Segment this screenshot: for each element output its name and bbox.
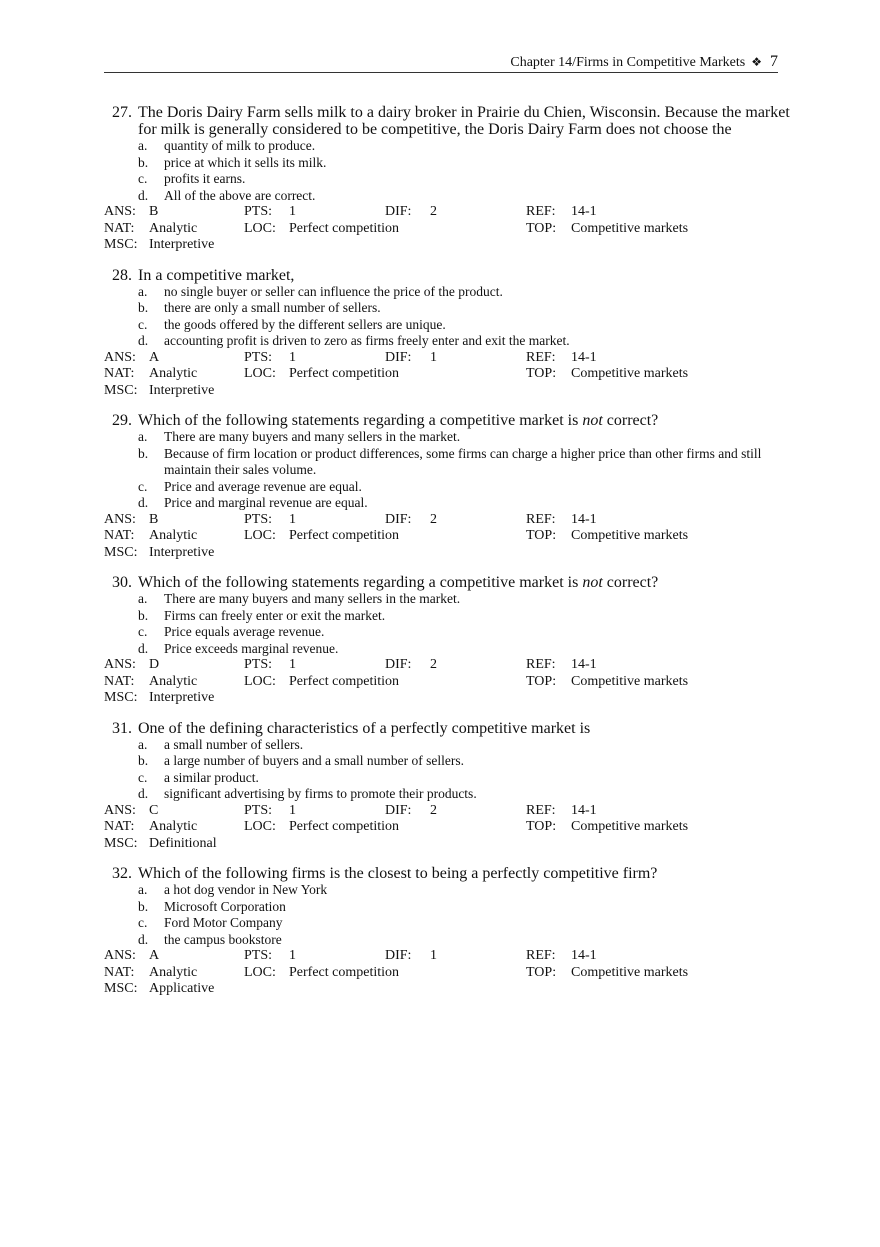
option-letter: b.	[138, 154, 149, 170]
question-stem	[104, 865, 794, 882]
question	[104, 574, 794, 707]
question-number: 27.	[112, 104, 132, 121]
answer-options	[104, 284, 794, 350]
question-text-emphasis: not	[582, 574, 603, 591]
option-text: quantity of milk to produce.	[164, 138, 316, 153]
answer-options	[104, 591, 794, 657]
question-text: correct?	[602, 574, 659, 591]
option-text: accounting profit is driven to zero as firms freely enter and exit the market.	[164, 333, 570, 348]
ref-label: REF:	[526, 204, 556, 219]
pts-label: PTS:	[244, 802, 273, 818]
metadata-row	[104, 836, 794, 853]
question	[104, 104, 794, 254]
ans-label: ANS:	[104, 349, 136, 365]
answer-metadata	[104, 948, 794, 998]
answer-option	[104, 624, 794, 641]
question-list	[104, 104, 794, 1011]
ans-value: D	[149, 657, 160, 672]
metadata-row	[104, 803, 794, 820]
question-text: The Doris Dairy Farm sells milk to a dairy broker in Prairie du Chien, Wisconsin. Because the market for milk is generally considered to be competitive, the Doris Dairy Farm does not choose the	[138, 104, 790, 138]
metadata-row	[104, 981, 794, 998]
ref-value: 14-1	[571, 802, 597, 818]
question-text: Which of the following statements regarding a competitive market is	[138, 412, 583, 429]
option-text: profits it earns.	[164, 171, 246, 186]
metadata-row	[104, 948, 794, 965]
dif-label: DIF:	[385, 349, 412, 365]
question-number: 30.	[112, 574, 132, 591]
option-letter: d.	[138, 786, 149, 801]
loc-label: LOC:	[244, 819, 276, 834]
metadata-row	[104, 237, 794, 254]
answer-option	[104, 479, 794, 496]
ans-value: C	[149, 802, 159, 818]
nat-label: NAT:	[104, 819, 135, 834]
option-letter: c.	[138, 769, 148, 785]
nat-label: NAT:	[104, 528, 135, 543]
ans-label: ANS:	[104, 948, 136, 963]
answer-option	[104, 317, 794, 334]
metadata-row	[104, 690, 794, 707]
option-letter: a.	[138, 882, 148, 897]
dif-value: 1	[430, 948, 437, 963]
ans-value: B	[149, 204, 159, 219]
question	[104, 865, 794, 998]
option-letter: a.	[138, 138, 148, 153]
top-label: TOP:	[526, 528, 557, 543]
loc-value: Perfect competition	[289, 220, 400, 236]
loc-value: Perfect competition	[289, 673, 400, 689]
answer-metadata	[104, 512, 794, 562]
question-stem	[104, 720, 794, 737]
answer-option	[104, 786, 794, 803]
dif-label: DIF:	[385, 657, 412, 672]
answer-metadata	[104, 204, 794, 254]
answer-options	[104, 737, 794, 803]
answer-option	[104, 753, 794, 770]
answer-option	[104, 932, 794, 949]
dif-value: 2	[430, 802, 437, 818]
nat-value: Analytic	[149, 220, 198, 236]
pts-value: 1	[289, 204, 296, 219]
page-number: 7	[770, 53, 778, 70]
msc-label: MSC:	[104, 690, 138, 705]
loc-value: Perfect competition	[289, 964, 400, 980]
dif-value: 2	[430, 511, 437, 527]
answer-option	[104, 429, 794, 446]
answer-metadata	[104, 350, 794, 400]
option-text: Microsoft Corporation	[164, 898, 286, 914]
option-text: Price and average revenue are equal.	[164, 478, 362, 494]
answer-option	[104, 284, 794, 301]
question	[104, 412, 794, 561]
msc-label: MSC:	[104, 835, 138, 851]
dif-value: 2	[430, 204, 437, 219]
nat-value: Analytic	[149, 819, 198, 834]
loc-label: LOC:	[244, 220, 276, 236]
option-text: All of the above are correct.	[164, 187, 316, 203]
ref-value: 14-1	[571, 511, 597, 527]
metadata-row	[104, 528, 794, 545]
msc-value: Interpretive	[149, 382, 215, 398]
question-number: 28.	[112, 266, 132, 284]
option-text: Price and marginal revenue are equal.	[164, 495, 368, 510]
top-value: Competitive markets	[571, 220, 689, 236]
option-letter: b.	[138, 300, 149, 315]
option-letter: c.	[138, 624, 148, 639]
dif-label: DIF:	[385, 802, 412, 818]
pts-value: 1	[289, 511, 296, 527]
running-head	[510, 52, 778, 73]
answer-option	[104, 737, 794, 754]
answer-option	[104, 188, 794, 205]
top-value: Competitive markets	[571, 673, 689, 689]
pts-label: PTS:	[244, 204, 273, 219]
answer-option	[104, 882, 794, 899]
msc-value: Interpretive	[149, 237, 215, 252]
ans-value: B	[149, 511, 159, 527]
answer-option	[104, 899, 794, 916]
option-letter: c.	[138, 478, 148, 494]
loc-value: Perfect competition	[289, 528, 400, 543]
pts-value: 1	[289, 349, 296, 365]
top-value: Competitive markets	[571, 528, 689, 543]
answer-option	[104, 591, 794, 608]
question-number: 32.	[112, 865, 132, 882]
answer-option	[104, 446, 794, 479]
answer-option	[104, 495, 794, 512]
nat-value: Analytic	[149, 964, 198, 980]
question	[104, 267, 794, 400]
msc-label: MSC:	[104, 544, 138, 560]
option-text: there are only a small number of sellers.	[164, 300, 381, 315]
option-letter: d.	[138, 495, 149, 510]
msc-value: Interpretive	[149, 544, 215, 560]
question-text: In a competitive market,	[138, 266, 295, 284]
option-letter: b.	[138, 898, 149, 914]
top-value: Competitive markets	[571, 366, 689, 381]
ref-value: 14-1	[571, 948, 597, 963]
option-letter: a.	[138, 736, 148, 752]
question-text: Which of the following statements regarding a competitive market is	[138, 574, 583, 591]
loc-value: Perfect competition	[289, 366, 400, 381]
msc-label: MSC:	[104, 237, 138, 252]
option-letter: c.	[138, 171, 148, 186]
question-text: Which of the following firms is the closest to being a perfectly competitive firm?	[138, 865, 658, 882]
diamond-separator-icon: ❖	[751, 55, 762, 69]
top-label: TOP:	[526, 673, 557, 689]
dif-label: DIF:	[385, 204, 412, 219]
option-letter: d.	[138, 187, 149, 203]
option-letter: d.	[138, 333, 149, 348]
metadata-row	[104, 350, 794, 367]
loc-label: LOC:	[244, 964, 276, 980]
answer-option	[104, 155, 794, 172]
option-text: the goods offered by the different sellers are unique.	[164, 316, 446, 332]
option-text: a large number of buyers and a small number of sellers.	[164, 753, 465, 768]
pts-value: 1	[289, 948, 296, 963]
option-letter: a.	[138, 283, 148, 299]
option-text: Price equals average revenue.	[164, 624, 325, 639]
top-label: TOP:	[526, 220, 557, 236]
option-letter: d.	[138, 931, 149, 947]
msc-value: Interpretive	[149, 690, 215, 705]
answer-options	[104, 882, 794, 948]
loc-label: LOC:	[244, 366, 276, 381]
ans-value: A	[149, 349, 160, 365]
option-letter: b.	[138, 753, 149, 768]
answer-metadata	[104, 657, 794, 707]
answer-option	[104, 608, 794, 625]
option-text: There are many buyers and many sellers in the market.	[164, 591, 461, 606]
pts-label: PTS:	[244, 511, 273, 527]
option-text: a small number of sellers.	[164, 736, 304, 752]
answer-metadata	[104, 803, 794, 853]
nat-value: Analytic	[149, 673, 198, 689]
option-text: significant advertising by firms to promote their products.	[164, 786, 477, 801]
option-letter: c.	[138, 915, 148, 930]
question-stem	[104, 104, 794, 138]
question	[104, 720, 794, 853]
option-text: There are many buyers and many sellers in the market.	[164, 429, 461, 444]
metadata-row	[104, 965, 794, 982]
question-number: 31.	[112, 719, 132, 737]
loc-value: Perfect competition	[289, 819, 400, 834]
ref-value: 14-1	[571, 657, 597, 672]
question-text-emphasis: not	[582, 412, 603, 429]
pts-label: PTS:	[244, 948, 273, 963]
option-text: a hot dog vendor in New York	[164, 882, 328, 897]
question-stem	[104, 412, 794, 429]
nat-label: NAT:	[104, 366, 135, 381]
loc-label: LOC:	[244, 528, 276, 543]
ref-value: 14-1	[571, 204, 597, 219]
pts-label: PTS:	[244, 349, 273, 365]
ans-label: ANS:	[104, 511, 136, 527]
question-stem	[104, 267, 794, 284]
question-text: correct?	[602, 412, 659, 429]
ans-label: ANS:	[104, 657, 136, 672]
chapter-title: Chapter 14/Firms in Competitive Markets	[510, 55, 746, 70]
option-letter: b.	[138, 445, 149, 461]
option-text: Price exceeds marginal revenue.	[164, 640, 339, 656]
dif-label: DIF:	[385, 948, 412, 963]
top-label: TOP:	[526, 819, 557, 834]
metadata-row	[104, 221, 794, 238]
option-letter: b.	[138, 607, 149, 623]
msc-label: MSC:	[104, 382, 138, 398]
ref-label: REF:	[526, 657, 556, 672]
answer-option	[104, 915, 794, 932]
answer-options	[104, 138, 794, 204]
metadata-row	[104, 545, 794, 562]
ans-label: ANS:	[104, 204, 136, 219]
metadata-row	[104, 512, 794, 529]
dif-value: 1	[430, 349, 437, 365]
option-letter: c.	[138, 316, 148, 332]
answer-option	[104, 770, 794, 787]
question-stem	[104, 574, 794, 591]
answer-option	[104, 138, 794, 155]
metadata-row	[104, 366, 794, 383]
ref-label: REF:	[526, 948, 556, 963]
dif-value: 2	[430, 657, 437, 672]
option-text: Because of firm location or product differences, some firms can charge a higher price than other firms and still maintain their sales volume.	[164, 445, 762, 477]
msc-value: Definitional	[149, 835, 217, 851]
pts-value: 1	[289, 657, 296, 672]
ans-value: A	[149, 948, 160, 963]
metadata-row	[104, 383, 794, 400]
option-text: a similar product.	[164, 769, 259, 785]
ref-label: REF:	[526, 802, 556, 818]
metadata-row	[104, 204, 794, 221]
metadata-row	[104, 819, 794, 836]
answer-options	[104, 429, 794, 512]
msc-value: Applicative	[149, 981, 215, 996]
nat-label: NAT:	[104, 673, 135, 689]
loc-label: LOC:	[244, 673, 276, 689]
option-text: the campus bookstore	[164, 931, 282, 947]
page-header	[104, 52, 778, 73]
option-letter: a.	[138, 591, 148, 606]
ans-label: ANS:	[104, 802, 136, 818]
option-letter: d.	[138, 640, 149, 656]
metadata-row	[104, 657, 794, 674]
pts-label: PTS:	[244, 657, 273, 672]
nat-value: Analytic	[149, 528, 198, 543]
option-text: Ford Motor Company	[164, 915, 283, 930]
answer-option	[104, 333, 794, 350]
answer-option	[104, 171, 794, 188]
nat-value: Analytic	[149, 366, 198, 381]
option-letter: a.	[138, 429, 148, 444]
answer-option	[104, 641, 794, 658]
msc-label: MSC:	[104, 981, 138, 996]
ref-value: 14-1	[571, 349, 597, 365]
nat-label: NAT:	[104, 964, 135, 980]
pts-value: 1	[289, 802, 296, 818]
metadata-row	[104, 674, 794, 691]
top-value: Competitive markets	[571, 964, 689, 980]
top-value: Competitive markets	[571, 819, 689, 834]
option-text: price at which it sells its milk.	[164, 154, 327, 170]
nat-label: NAT:	[104, 220, 135, 236]
top-label: TOP:	[526, 964, 557, 980]
option-text: no single buyer or seller can influence the price of the product.	[164, 283, 503, 299]
option-text: Firms can freely enter or exit the market.	[164, 607, 386, 623]
question-number: 29.	[112, 412, 132, 429]
dif-label: DIF:	[385, 511, 412, 527]
question-text: One of the defining characteristics of a perfectly competitive market is	[138, 719, 591, 737]
ref-label: REF:	[526, 511, 556, 527]
top-label: TOP:	[526, 366, 557, 381]
ref-label: REF:	[526, 349, 556, 365]
answer-option	[104, 300, 794, 317]
